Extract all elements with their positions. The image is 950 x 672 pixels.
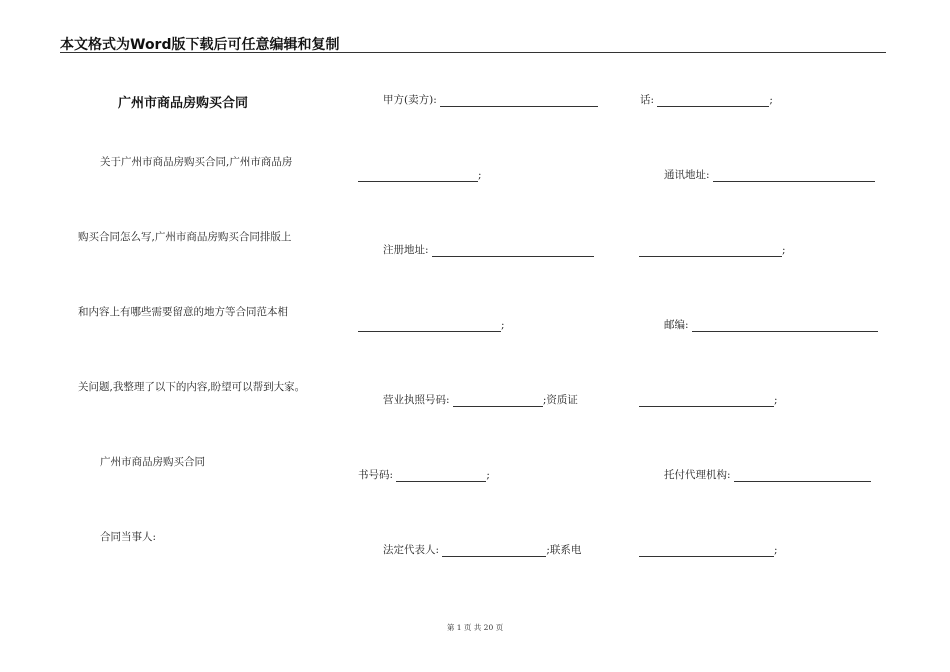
legal-rep-field — [383, 543, 581, 557]
blank-line — [639, 245, 782, 257]
intro-line-3: 和内容上有哪些需要留意的地方等合同范本相 — [78, 306, 288, 318]
contact-address-continued: ; — [639, 243, 786, 257]
legal-rep-blank — [442, 545, 546, 557]
blank-line — [358, 170, 478, 182]
party-a-blank — [440, 95, 598, 107]
agent-blank — [734, 470, 871, 482]
legal-rep-label: 法定代表人: — [383, 544, 440, 556]
license-blank — [453, 395, 543, 407]
header-divider — [60, 52, 886, 53]
contract-subtitle: 广州市商品房购买合同 — [100, 456, 205, 468]
qualification-continued: ; — [639, 393, 778, 407]
document-title: 广州市商品房购买合同 — [118, 96, 249, 111]
blank-line — [639, 545, 774, 557]
cert-no-field: 书号码: ; — [358, 469, 490, 481]
parties-label: 合同当事人: — [100, 531, 157, 543]
license-label: 营业执照号码: — [383, 394, 450, 406]
contact-address-label: 通讯地址: — [664, 169, 710, 181]
page-number: 第 1 页 共 20 页 — [446, 623, 504, 632]
party-a-label: 甲方(卖方): — [383, 94, 437, 106]
party-a-continued: ; — [358, 168, 482, 182]
reg-address-label: 注册地址: — [383, 244, 429, 256]
party-a-field — [383, 93, 598, 107]
agent-field — [664, 468, 871, 482]
reg-address-field — [383, 243, 594, 257]
contact-address-blank — [713, 170, 875, 182]
postcode-field — [664, 318, 878, 332]
tel-label: 话: — [640, 94, 655, 106]
blank-line — [639, 395, 774, 407]
agent-label: 托付代理机构: — [664, 469, 731, 481]
intro-line-2: 购买合同怎么写,广州市商品房购买合同排版上 — [78, 231, 292, 243]
postcode-blank — [692, 320, 878, 332]
cert-no-blank — [396, 470, 486, 482]
intro-line-4: 关问题,我整理了以下的内容,盼望可以帮到大家。 — [78, 381, 306, 393]
reg-address-continued: ; — [358, 318, 505, 332]
intro-line-1: 关于广州市商品房购买合同,广州市商品房 — [100, 156, 293, 168]
qualification-label: ;资质证 — [542, 394, 578, 406]
tel-blank — [657, 95, 769, 107]
phone-continued: ; — [639, 543, 778, 557]
cert-no-label: 书号码: — [358, 469, 394, 481]
blank-line — [358, 320, 501, 332]
document-header: 本文格式为Word版下载后可任意编辑和复制 — [60, 37, 340, 53]
tel-field: 话: ; — [640, 94, 773, 106]
reg-address-blank — [432, 245, 594, 257]
phone-label: ;联系电 — [546, 544, 582, 556]
postcode-label: 邮编: — [664, 319, 689, 331]
license-field — [383, 393, 578, 407]
contact-address-field — [664, 168, 875, 182]
